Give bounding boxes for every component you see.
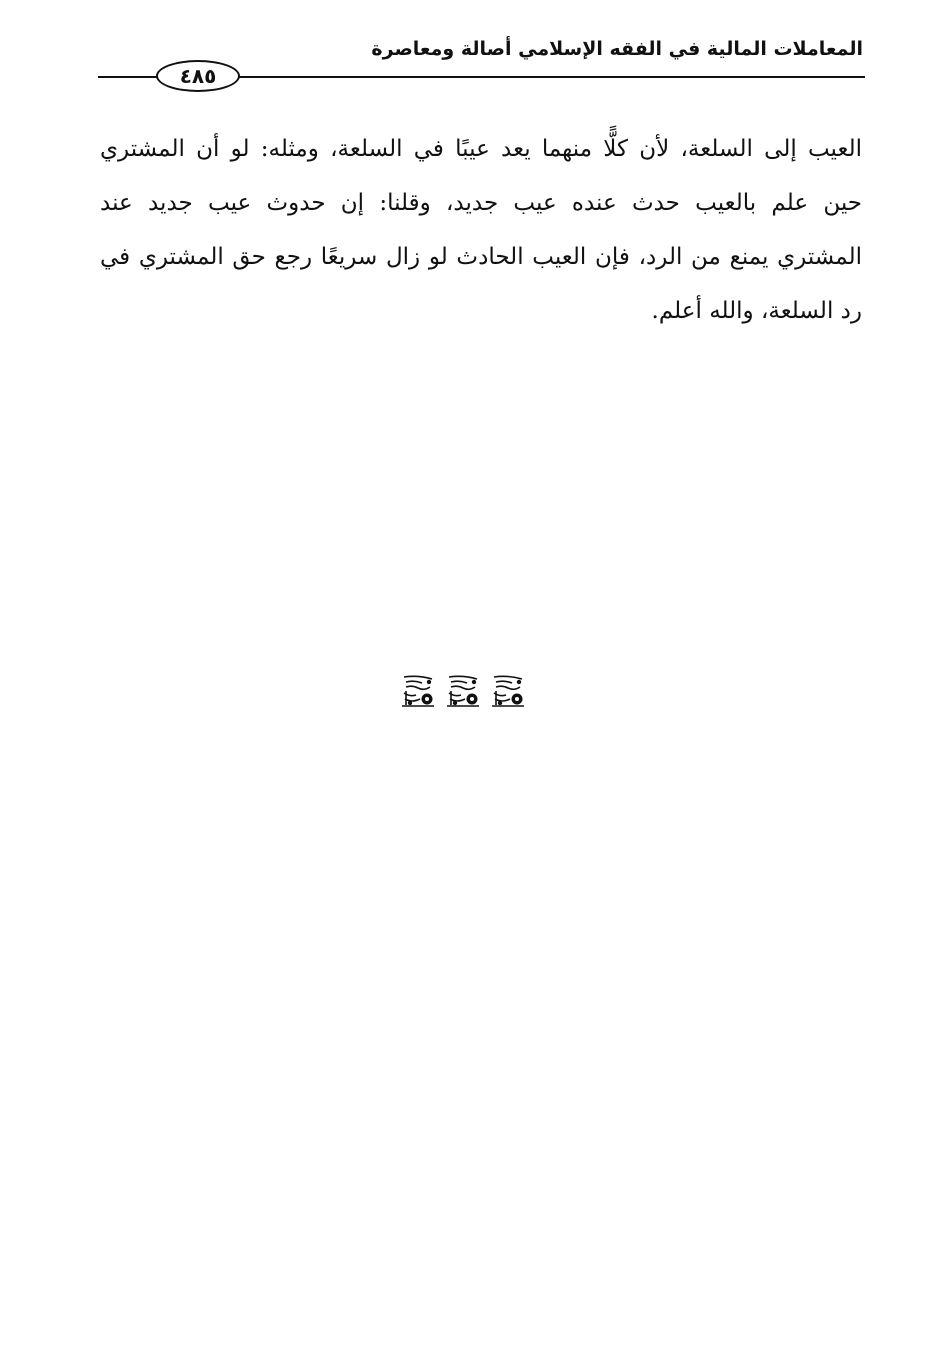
body-text — [100, 122, 862, 338]
running-title: المعاملات المالية في الفقه الإسلامي أصالة ومعاصرة — [371, 38, 863, 60]
floral-ornament-icon — [490, 673, 526, 711]
floral-ornament-icon — [400, 673, 436, 711]
body-line: حين علم بالعيب حدث عنده عيب جديد، وقلنا: إن حدوث عيب جديد عند — [100, 190, 862, 216]
body-line: رد السلعة، والله أعلم. — [651, 298, 862, 324]
body-line: العيب إلى السلعة، لأن كلًّا منهما يعد عيبًا في السلعة، ومثله: لو أن المشتري — [100, 136, 862, 162]
floral-ornament-icon — [445, 673, 481, 711]
page-number: ٤٨٥ — [156, 60, 240, 92]
body-line: المشتري يمنع من الرد، فإن العيب الحادث لو زال سريعًا رجع حق المشتري في — [100, 244, 862, 270]
section-end-ornament — [400, 672, 526, 712]
